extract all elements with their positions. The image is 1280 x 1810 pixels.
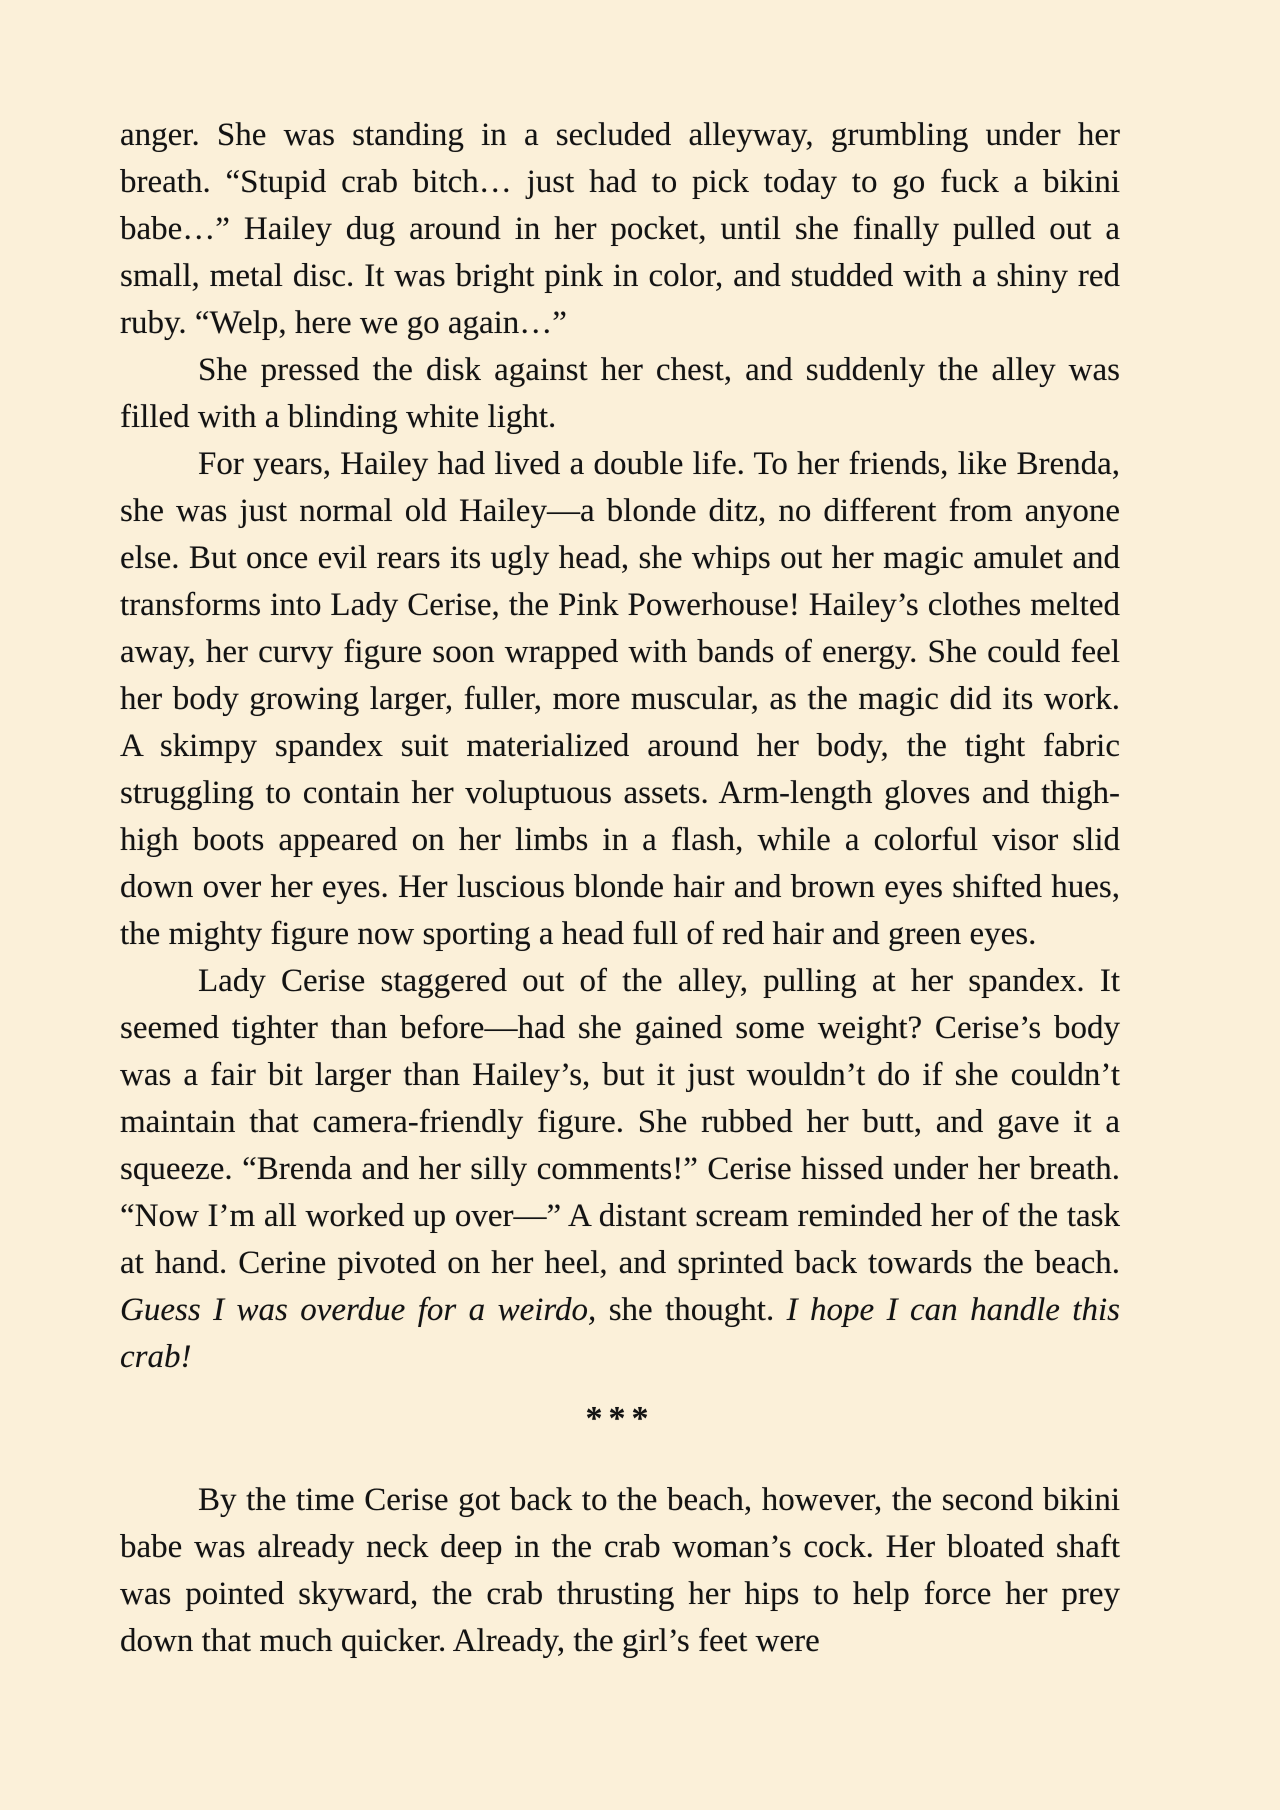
story-paragraph [120, 1477, 1120, 1665]
italic-thought-text: I hope I can handle this crab! [120, 1292, 1120, 1375]
body-text: anger. She was standing in a secluded alleyway, grumbling under her breath. “Stupid crab bitch… just had to pick today to go fuck a bikini babe…” Hailey dug around in her pocket, until she finally pulled out a small, metal disc. It was bright pink in color, and studded with a shiny red ruby. “Welp, here we go again…” [120, 117, 1120, 341]
body-text: Lady Cerise staggered out of the alley, pulling at her spandex. It seemed tighter than before—had she gained some weight? Cerise’s body was a fair bit larger than Hailey’s, but it just wouldn’t do if she couldn’t maintain that camera-friendly figure. She rubbed her butt, and gave it a squeeze. “Brenda and her silly comments!” Cerise hissed under her breath. “Now I’m all worked up over—” A distant scream reminded her of the task at hand. Cerine pivoted on her heel, and sprinted back towards the beach. [120, 963, 1120, 1281]
section-break-separator: *** [585, 1400, 655, 1437]
story-paragraph [120, 112, 1120, 347]
italic-thought-text: Guess I was overdue for a weirdo, [120, 1292, 597, 1328]
body-text: For years, Hailey had lived a double life. To her friends, like Brenda, she was just normal old Hailey—a blonde ditz, no different from anyone else. But once evil rears its ugly head, she whips out her magic amulet and transforms into Lady Cerise, the Pink Powerhouse! Hailey’s clothes melted away, her curvy figure soon wrapped with bands of energy. She could feel her body growing larger, fuller, more muscular, as the magic did its work. A skimpy spandex suit materialized around her body, the tight fabric struggling to contain her voluptuous assets. Arm-length gloves and thigh-high boots appeared on her limbs in a flash, while a colorful visor slid down over her eyes. Her luscious blonde hair and brown eyes shifted hues, the mighty figure now sporting a head full of red hair and green eyes. [120, 446, 1120, 952]
story-paragraph [120, 958, 1120, 1381]
story-paragraph [120, 441, 1120, 958]
body-text: she thought. [596, 1292, 787, 1328]
body-text: She pressed the disk against her chest, and suddenly the alley was filled with a blinding white light. [120, 352, 1120, 435]
story-paragraph [120, 347, 1120, 441]
page-text-column [120, 112, 1120, 1665]
body-text: By the time Cerise got back to the beach, however, the second bikini babe was already neck deep in the crab woman’s cock. Her bloated shaft was pointed skyward, the crab thrusting her hips to help force her prey down that much quicker. Already, the girl’s feet were [120, 1482, 1120, 1659]
